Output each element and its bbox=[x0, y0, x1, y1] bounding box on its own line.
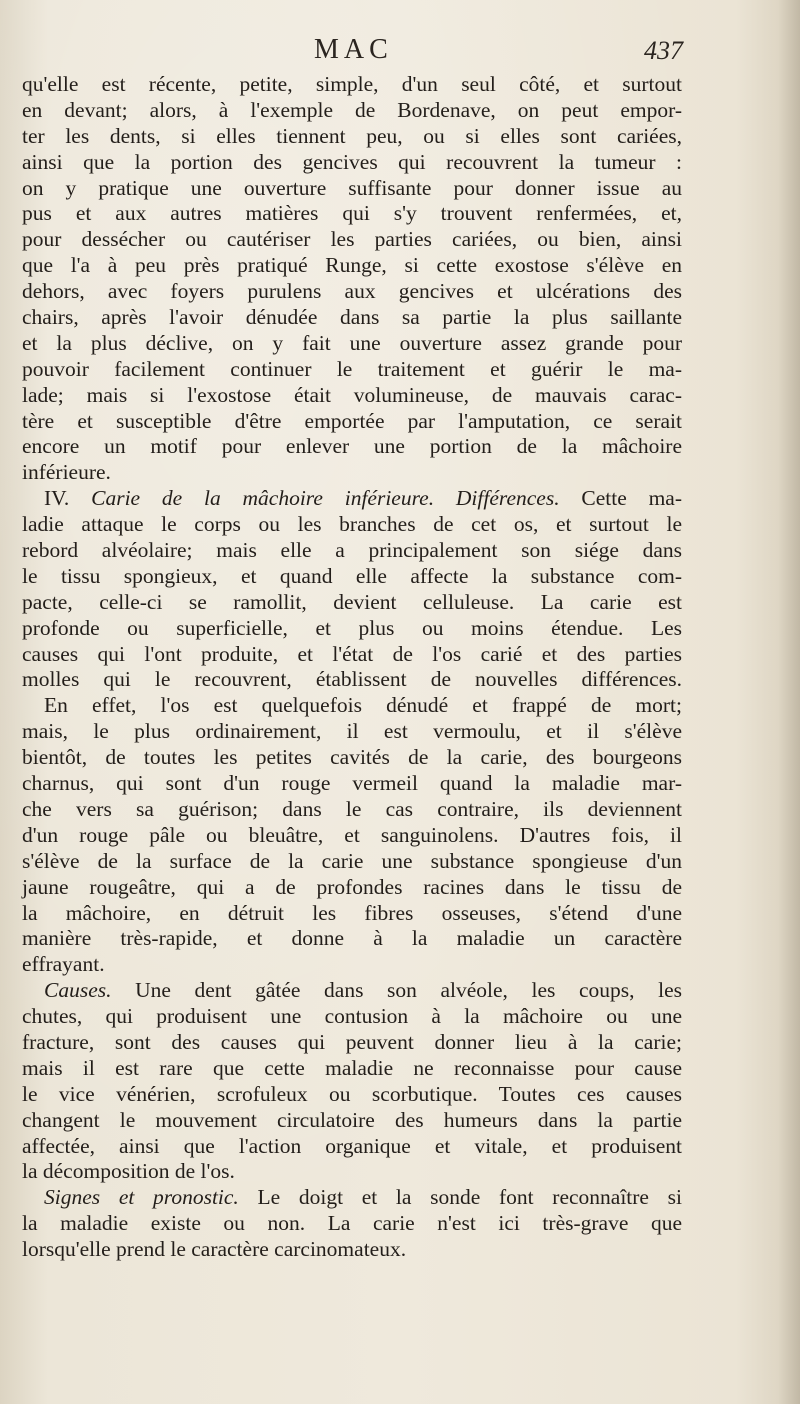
text-line: mais il est rare que cette maladie ne reconnaisse pour cause bbox=[22, 1055, 682, 1080]
text-line: che vers sa guérison; dans le cas contraire, ils deviennent bbox=[22, 796, 682, 821]
text-line: pacte, celle-ci se ramollit, devient celluleuse. La carie est bbox=[22, 589, 682, 614]
text-line: pour dessécher ou cautériser les parties cariées, ou bien, ainsi bbox=[22, 227, 682, 252]
paragraph-signes-pronostic bbox=[22, 1185, 682, 1263]
text-line: affectée, ainsi que l'action organique et vitale, et produisent bbox=[22, 1133, 682, 1158]
section-heading: Signes et pronostic. bbox=[44, 1185, 239, 1210]
text-line: charnus, qui sont d'un rouge vermeil quand la maladie mar- bbox=[22, 771, 682, 796]
text-line: et la plus déclive, on y fait une ouverture assez grande pour bbox=[22, 330, 682, 355]
text-line: En effet, l'os est quelquefois dénudé et frappé de mort; bbox=[44, 693, 682, 718]
paragraph-en-effet bbox=[22, 693, 682, 978]
text-line: le tissu spongieux, et quand elle affecte la substance com- bbox=[22, 563, 682, 588]
text-line: causes qui l'ont produite, et l'état de l'os carié et des parties bbox=[22, 641, 682, 666]
text-line: que l'a à peu près pratiqué Runge, si cette exostose s'élève en bbox=[22, 253, 682, 278]
text-line: lade; mais si l'exostose était volumineuse, de mauvais carac- bbox=[22, 382, 682, 407]
text-line: chutes, qui produisent une contusion à la mâchoire ou une bbox=[22, 1004, 682, 1029]
text-line: en devant; alors, à l'exemple de Bordenave, on peut empor- bbox=[22, 97, 682, 122]
text-line: ladie attaque le corps ou les branches de cet os, et surtout le bbox=[22, 512, 682, 537]
text-line: on y pratique une ouverture suffisante pour donner issue au bbox=[22, 175, 682, 200]
text-line: mais, le plus ordinairement, il est vermoulu, et il s'élève bbox=[22, 719, 682, 744]
text-run: Une dent gâtée dans son alvéole, les coups, les bbox=[111, 978, 682, 1003]
body-text bbox=[22, 72, 682, 1263]
text-line: ainsi que la portion des gencives qui recouvrent la tumeur : bbox=[22, 149, 682, 174]
text-line: chairs, après l'avoir dénudée dans sa partie la plus saillante bbox=[22, 305, 682, 330]
text-line bbox=[22, 486, 682, 512]
text-line: jaune rougeâtre, qui a de profondes racines dans le tissu de bbox=[22, 874, 682, 899]
paragraph-carie-differences bbox=[22, 486, 682, 693]
text-line: qu'elle est récente, petite, simple, d'un seul côté, et surtout bbox=[22, 72, 682, 96]
text-line: changent le mouvement circulatoire des humeurs dans la partie bbox=[22, 1107, 682, 1132]
paragraph-causes bbox=[22, 978, 682, 1185]
text-line: rebord alvéolaire; mais elle a principalement son siége dans bbox=[22, 538, 682, 563]
text-line bbox=[22, 1185, 682, 1211]
section-heading: Causes. bbox=[44, 978, 112, 1003]
text-run: Cette ma- bbox=[559, 486, 682, 511]
text-line: fracture, sont des causes qui peuvent donner lieu à la carie; bbox=[22, 1029, 682, 1054]
text-line: profonde ou superficielle, et plus ou moins étendue. Les bbox=[22, 615, 682, 640]
text-line: tère et susceptible d'être emportée par l'amputation, ce serait bbox=[22, 408, 682, 433]
section-number: IV. bbox=[44, 486, 92, 511]
text-line: molles qui le recouvrent, établissent de nouvelles différences. bbox=[22, 667, 682, 692]
text-line: pus et aux autres matières qui s'y trouvent renfermées, et, bbox=[22, 201, 682, 226]
running-head: MAC bbox=[314, 34, 393, 65]
text-line: encore un motif pour enlever une portion de la mâchoire bbox=[22, 434, 682, 459]
text-line: manière très-rapide, et donne à la maladie un caractère bbox=[22, 926, 682, 951]
text-line: inférieure. bbox=[22, 460, 111, 485]
text-line: lorsqu'elle prend le caractère carcinomateux. bbox=[22, 1237, 407, 1262]
text-line: d'un rouge pâle ou bleuâtre, et sanguinolens. D'autres fois, il bbox=[22, 822, 682, 847]
paragraph-exostose-continuation bbox=[22, 72, 682, 486]
text-line: la mâchoire, en détruit les fibres osseuses, s'étend d'une bbox=[22, 900, 682, 925]
page-header bbox=[0, 34, 800, 74]
page-number: 437 bbox=[644, 36, 683, 65]
text-line: dehors, avec foyers purulens aux gencives et ulcérations des bbox=[22, 279, 682, 304]
text-run: Le doigt et la sonde font reconnaître si bbox=[238, 1185, 682, 1210]
text-line bbox=[22, 978, 682, 1004]
text-line: effrayant. bbox=[22, 952, 105, 977]
text-line: la décomposition de l'os. bbox=[22, 1159, 235, 1184]
text-line: la maladie existe ou non. La carie n'est ici très-grave que bbox=[22, 1211, 682, 1236]
text-line: le vice vénérien, scrofuleux ou scorbutique. Toutes ces causes bbox=[22, 1081, 682, 1106]
page-edge-shadow bbox=[778, 0, 800, 1404]
section-heading: Carie de la mâchoire inférieure. Différences. bbox=[91, 486, 560, 511]
text-line: ter les dents, si elles tiennent peu, ou si elles sont cariées, bbox=[22, 123, 682, 148]
text-line: bientôt, de toutes les petites cavités de la carie, des bourgeons bbox=[22, 745, 682, 770]
text-line: s'élève de la surface de la carie une substance spongieuse d'un bbox=[22, 848, 682, 873]
text-line: pouvoir facilement continuer le traitement et guérir le ma- bbox=[22, 356, 682, 381]
